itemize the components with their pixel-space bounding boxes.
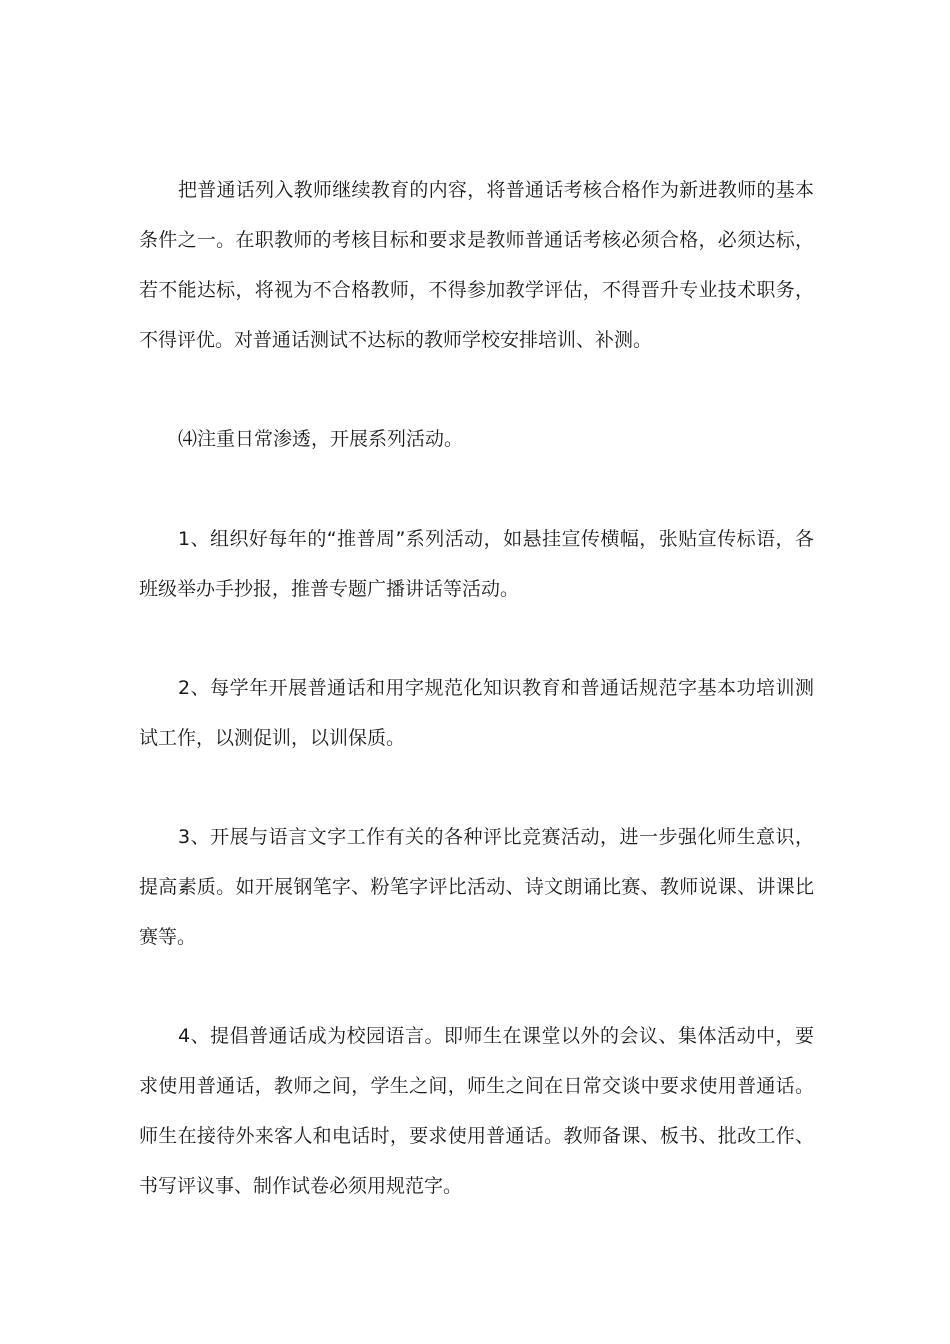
paragraph-item-2: 2、每学年开展普通话和用字规范化知识教育和普通话规范字基本功培训测试工作，以测促训，以训保质。 <box>139 677 814 749</box>
paragraph-item-3: 3、开展与语言文字工作有关的各种评比竞赛活动，进一步强化师生意识，提高素质。如开展钢笔字、粉笔字评比活动、诗文朗诵比赛、教师说课、讲课比赛等。 <box>139 826 814 948</box>
paragraph-item-4: 4、提倡普通话成为校园语言。即师生在课堂以外的会议、集体活动中，要求使用普通话，教师之间，学生之间，师生之间在日常交谈中要求使用普通话。师生在接待外来客人和电话时，要求使用普通话。教师备课、板书、批改工作、书写评议事、制作试卷必须用规范字。 <box>139 1025 814 1197</box>
paragraph-item-1: 1、组织好每年的“推普周”系列活动，如悬挂宣传横幅，张贴宣传标语，各班级举办手抄报，推普专题广播讲话等活动。 <box>139 528 814 600</box>
paragraph-teacher-assessment: 把普通话列入教师继续教育的内容，将普通话考核合格作为新进教师的基本条件之一。在职教师的考核目标和要求是教师普通话考核必须合格，必须达标，若不能达标，将视为不合格教师，不得参加教学评估，不得晋升专业技术职务，不得评优。对普通话测试不达标的教师学校安排培训、补测。 <box>139 179 814 351</box>
section-heading-daily-activities: ⑷注重日常渗透，开展系列活动。 <box>178 428 464 450</box>
